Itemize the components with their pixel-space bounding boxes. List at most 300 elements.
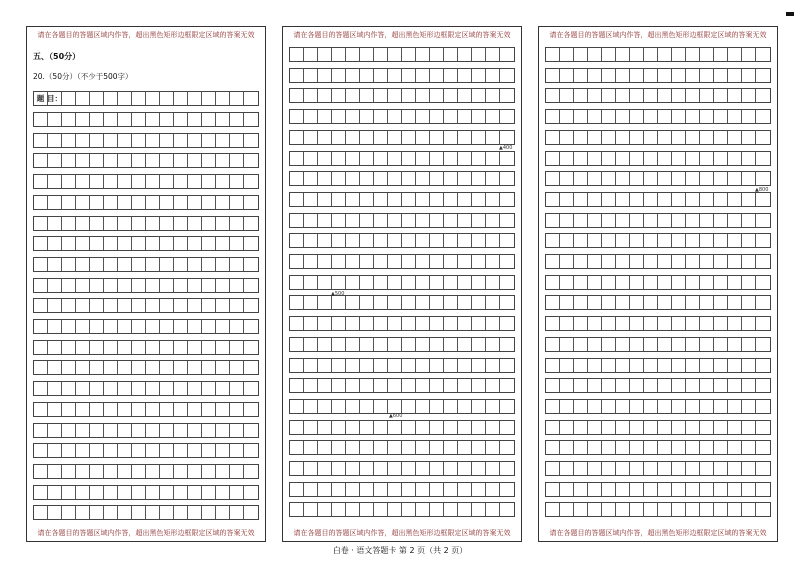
- grid-cell[interactable]: [658, 379, 672, 392]
- grid-cell[interactable]: [430, 234, 444, 247]
- grid-cell[interactable]: [48, 175, 62, 188]
- grid-cell[interactable]: [360, 276, 374, 289]
- grid-cell[interactable]: [202, 465, 216, 478]
- grid-cell[interactable]: [728, 400, 742, 413]
- grid-cell[interactable]: [560, 131, 574, 144]
- grid-cell[interactable]: [588, 317, 602, 330]
- grid-cell[interactable]: [402, 152, 416, 165]
- grid-cell[interactable]: [202, 237, 216, 250]
- grid-cell[interactable]: [230, 113, 244, 126]
- grid-cell[interactable]: [644, 379, 658, 392]
- grid-row[interactable]: [545, 192, 771, 207]
- grid-cell[interactable]: [756, 359, 770, 372]
- grid-cell[interactable]: [188, 382, 202, 395]
- grid-cell[interactable]: [388, 441, 402, 454]
- grid-cell[interactable]: [90, 299, 104, 312]
- grid-cell[interactable]: [416, 214, 430, 227]
- grid-cell[interactable]: [756, 338, 770, 351]
- grid-cell[interactable]: [416, 503, 430, 516]
- grid-cell[interactable]: [346, 276, 360, 289]
- grid-cell[interactable]: [472, 69, 486, 82]
- grid-cell[interactable]: [90, 361, 104, 374]
- grid-cell[interactable]: [174, 361, 188, 374]
- grid-cell[interactable]: [304, 276, 318, 289]
- grid-cell[interactable]: [602, 296, 616, 309]
- grid-cell[interactable]: [160, 92, 174, 105]
- grid-cell[interactable]: [160, 196, 174, 209]
- grid-cell[interactable]: [616, 421, 630, 434]
- grid-cell[interactable]: [756, 110, 770, 123]
- grid-cell[interactable]: [574, 214, 588, 227]
- grid-cell[interactable]: [416, 48, 430, 61]
- grid-cell[interactable]: [602, 255, 616, 268]
- grid-row[interactable]: [545, 337, 771, 352]
- grid-cell[interactable]: [290, 276, 304, 289]
- grid-cell[interactable]: [332, 421, 346, 434]
- grid-cell[interactable]: [458, 172, 472, 185]
- grid-cell[interactable]: [346, 131, 360, 144]
- grid-cell[interactable]: [672, 152, 686, 165]
- grid-cell[interactable]: [188, 134, 202, 147]
- grid-cell[interactable]: [658, 172, 672, 185]
- grid-cell[interactable]: [630, 276, 644, 289]
- grid-cell[interactable]: [472, 503, 486, 516]
- grid-cell[interactable]: [202, 134, 216, 147]
- grid-cell[interactable]: [216, 320, 230, 333]
- grid-cell[interactable]: [244, 113, 258, 126]
- grid-cell[interactable]: [444, 131, 458, 144]
- grid-cell[interactable]: [756, 193, 770, 206]
- grid-cell[interactable]: [588, 69, 602, 82]
- grid-cell[interactable]: [332, 359, 346, 372]
- grid-row[interactable]: [33, 360, 259, 375]
- grid-cell[interactable]: [104, 258, 118, 271]
- grid-cell[interactable]: [318, 69, 332, 82]
- grid-cell[interactable]: [318, 255, 332, 268]
- grid-cell[interactable]: [560, 69, 574, 82]
- grid-cell[interactable]: [742, 172, 756, 185]
- grid-cell[interactable]: [188, 506, 202, 519]
- grid-cell[interactable]: [700, 379, 714, 392]
- grid-cell[interactable]: [346, 89, 360, 102]
- grid-cell[interactable]: [104, 403, 118, 416]
- grid-cell[interactable]: [574, 400, 588, 413]
- grid-cell[interactable]: [332, 317, 346, 330]
- grid-cell[interactable]: [416, 421, 430, 434]
- grid-cell[interactable]: [546, 276, 560, 289]
- grid-cell[interactable]: [728, 483, 742, 496]
- grid-cell[interactable]: [304, 131, 318, 144]
- grid-cell[interactable]: [430, 276, 444, 289]
- grid-cell[interactable]: [388, 400, 402, 413]
- grid-cell[interactable]: [146, 113, 160, 126]
- grid-cell[interactable]: [304, 338, 318, 351]
- grid-cell[interactable]: [444, 379, 458, 392]
- grid-cell[interactable]: [104, 279, 118, 292]
- grid-cell[interactable]: [216, 196, 230, 209]
- grid-cell[interactable]: [346, 48, 360, 61]
- grid-cell[interactable]: [714, 110, 728, 123]
- grid-cell[interactable]: [430, 255, 444, 268]
- grid-cell[interactable]: [644, 255, 658, 268]
- grid-cell[interactable]: [658, 483, 672, 496]
- grid-cell[interactable]: [76, 279, 90, 292]
- grid-cell[interactable]: [48, 279, 62, 292]
- grid-row[interactable]: [33, 174, 259, 189]
- grid-cell[interactable]: [700, 131, 714, 144]
- grid-cell[interactable]: [402, 214, 416, 227]
- grid-cell[interactable]: [402, 172, 416, 185]
- grid-cell[interactable]: [672, 503, 686, 516]
- grid-cell[interactable]: [728, 69, 742, 82]
- grid-cell[interactable]: [76, 403, 90, 416]
- grid-cell[interactable]: [486, 276, 500, 289]
- grid-cell[interactable]: [574, 276, 588, 289]
- grid-cell[interactable]: [174, 465, 188, 478]
- grid-cell[interactable]: [90, 341, 104, 354]
- grid-cell[interactable]: [188, 92, 202, 105]
- grid-cell[interactable]: [756, 234, 770, 247]
- grid-row[interactable]: [545, 275, 771, 290]
- grid-cell[interactable]: [230, 403, 244, 416]
- grid-cell[interactable]: [756, 48, 770, 61]
- grid-cell[interactable]: [728, 421, 742, 434]
- grid-cell[interactable]: [486, 317, 500, 330]
- grid-cell[interactable]: [416, 69, 430, 82]
- grid-cell[interactable]: [728, 441, 742, 454]
- grid-cell[interactable]: [444, 172, 458, 185]
- grid-row[interactable]: [33, 381, 259, 396]
- grid-cell[interactable]: [174, 92, 188, 105]
- grid-row[interactable]: [545, 233, 771, 248]
- grid-cell[interactable]: [658, 48, 672, 61]
- grid-cell[interactable]: [160, 113, 174, 126]
- grid-cell[interactable]: [546, 317, 560, 330]
- grid-cell[interactable]: [430, 69, 444, 82]
- grid-cell[interactable]: [402, 483, 416, 496]
- grid-cell[interactable]: [202, 444, 216, 457]
- grid-cell[interactable]: [458, 255, 472, 268]
- grid-cell[interactable]: [458, 338, 472, 351]
- grid-cell[interactable]: [574, 462, 588, 475]
- grid-cell[interactable]: [388, 421, 402, 434]
- grid-cell[interactable]: [546, 48, 560, 61]
- grid-cell[interactable]: [616, 483, 630, 496]
- grid-cell[interactable]: [104, 237, 118, 250]
- grid-cell[interactable]: [360, 152, 374, 165]
- grid-cell[interactable]: [574, 69, 588, 82]
- grid-cell[interactable]: [430, 359, 444, 372]
- grid-cell[interactable]: [728, 234, 742, 247]
- grid-cell[interactable]: [574, 193, 588, 206]
- grid-cell[interactable]: [672, 379, 686, 392]
- grid-cell[interactable]: [588, 152, 602, 165]
- grid-cell[interactable]: [728, 48, 742, 61]
- grid-cell[interactable]: [290, 48, 304, 61]
- grid-cell[interactable]: [146, 299, 160, 312]
- grid-cell[interactable]: [728, 338, 742, 351]
- grid-cell[interactable]: [686, 48, 700, 61]
- grid-cell[interactable]: [360, 317, 374, 330]
- grid-cell[interactable]: [388, 317, 402, 330]
- grid-cell[interactable]: [616, 172, 630, 185]
- grid-cell[interactable]: [388, 131, 402, 144]
- grid-cell[interactable]: [742, 421, 756, 434]
- grid-cell[interactable]: [76, 341, 90, 354]
- grid-cell[interactable]: [374, 172, 388, 185]
- grid-cell[interactable]: [644, 152, 658, 165]
- grid-cell[interactable]: [104, 506, 118, 519]
- grid-cell[interactable]: [630, 89, 644, 102]
- grid-row[interactable]: [545, 171, 771, 186]
- grid-cell[interactable]: [602, 338, 616, 351]
- grid-cell[interactable]: [486, 441, 500, 454]
- grid-cell[interactable]: [202, 341, 216, 354]
- grid-cell[interactable]: [160, 424, 174, 437]
- grid-cell[interactable]: [34, 320, 48, 333]
- grid-cell[interactable]: [472, 400, 486, 413]
- grid-cell[interactable]: [132, 424, 146, 437]
- grid-row[interactable]: [33, 443, 259, 458]
- grid-cell[interactable]: [602, 276, 616, 289]
- grid-row[interactable]: [33, 340, 259, 355]
- grid-cell[interactable]: [588, 379, 602, 392]
- grid-cell[interactable]: [644, 193, 658, 206]
- grid-cell[interactable]: [146, 403, 160, 416]
- grid-cell[interactable]: [430, 379, 444, 392]
- grid-cell[interactable]: [602, 131, 616, 144]
- grid-cell[interactable]: [346, 172, 360, 185]
- grid-cell[interactable]: [48, 258, 62, 271]
- grid-cell[interactable]: [658, 89, 672, 102]
- grid-cell[interactable]: [444, 255, 458, 268]
- grid-row[interactable]: [289, 88, 515, 103]
- grid-cell[interactable]: [546, 193, 560, 206]
- grid-cell[interactable]: [188, 299, 202, 312]
- grid-cell[interactable]: [48, 465, 62, 478]
- grid-cell[interactable]: [34, 299, 48, 312]
- grid-cell[interactable]: [574, 152, 588, 165]
- grid-cell[interactable]: [416, 193, 430, 206]
- grid-cell[interactable]: [444, 110, 458, 123]
- grid-cell[interactable]: [560, 214, 574, 227]
- grid-cell[interactable]: [146, 341, 160, 354]
- grid-cell[interactable]: [188, 361, 202, 374]
- grid-cell[interactable]: [346, 317, 360, 330]
- grid-cell[interactable]: [90, 217, 104, 230]
- grid-cell[interactable]: [742, 503, 756, 516]
- grid-cell[interactable]: [62, 237, 76, 250]
- grid-cell[interactable]: [360, 255, 374, 268]
- grid-cell[interactable]: [230, 465, 244, 478]
- grid-cell[interactable]: [742, 193, 756, 206]
- grid-cell[interactable]: [304, 317, 318, 330]
- grid-cell[interactable]: [602, 110, 616, 123]
- grid-cell[interactable]: [76, 237, 90, 250]
- grid-cell[interactable]: [346, 296, 360, 309]
- grid-cell[interactable]: [216, 444, 230, 457]
- grid-cell[interactable]: [672, 193, 686, 206]
- grid-cell[interactable]: [430, 338, 444, 351]
- grid-cell[interactable]: [388, 276, 402, 289]
- grid-cell[interactable]: [500, 483, 514, 496]
- grid-cell[interactable]: [48, 299, 62, 312]
- grid-cell[interactable]: [486, 214, 500, 227]
- grid-cell[interactable]: [62, 299, 76, 312]
- grid-cell[interactable]: [360, 234, 374, 247]
- grid-cell[interactable]: [644, 69, 658, 82]
- grid-cell[interactable]: [658, 214, 672, 227]
- grid-cell[interactable]: [34, 258, 48, 271]
- grid-cell[interactable]: [62, 444, 76, 457]
- grid-cell[interactable]: [388, 379, 402, 392]
- grid-cell[interactable]: [202, 217, 216, 230]
- grid-cell[interactable]: [602, 503, 616, 516]
- grid-cell[interactable]: [560, 89, 574, 102]
- grid-cell[interactable]: [174, 217, 188, 230]
- grid-cell[interactable]: [346, 69, 360, 82]
- grid-cell[interactable]: [388, 214, 402, 227]
- grid-cell[interactable]: [90, 506, 104, 519]
- grid-cell[interactable]: [318, 214, 332, 227]
- grid-cell[interactable]: [34, 134, 48, 147]
- grid-cell[interactable]: [416, 483, 430, 496]
- grid-cell[interactable]: [332, 172, 346, 185]
- grid-cell[interactable]: [630, 483, 644, 496]
- grid-cell[interactable]: [742, 317, 756, 330]
- grid-cell[interactable]: [244, 320, 258, 333]
- grid-cell[interactable]: [104, 382, 118, 395]
- grid-cell[interactable]: [700, 483, 714, 496]
- grid-cell[interactable]: [700, 359, 714, 372]
- grid-cell[interactable]: [588, 462, 602, 475]
- grid-cell[interactable]: [90, 258, 104, 271]
- grid-cell[interactable]: [374, 214, 388, 227]
- grid-cell[interactable]: [686, 89, 700, 102]
- grid-cell[interactable]: [672, 214, 686, 227]
- grid-cell[interactable]: [118, 424, 132, 437]
- grid-cell[interactable]: [546, 214, 560, 227]
- grid-cell[interactable]: [360, 483, 374, 496]
- grid-cell[interactable]: [188, 465, 202, 478]
- grid-cell[interactable]: [588, 503, 602, 516]
- grid-cell[interactable]: [90, 382, 104, 395]
- grid-row[interactable]: [289, 171, 515, 186]
- grid-cell[interactable]: [644, 317, 658, 330]
- grid-row[interactable]: [33, 505, 259, 520]
- grid-cell[interactable]: [714, 359, 728, 372]
- grid-cell[interactable]: [546, 421, 560, 434]
- grid-cell[interactable]: [644, 214, 658, 227]
- grid-cell[interactable]: [146, 424, 160, 437]
- grid-cell[interactable]: [742, 69, 756, 82]
- grid-cell[interactable]: [672, 276, 686, 289]
- grid-cell[interactable]: [500, 152, 514, 165]
- grid-cell[interactable]: [588, 296, 602, 309]
- grid-cell[interactable]: [118, 403, 132, 416]
- grid-cell[interactable]: [118, 154, 132, 167]
- grid-cell[interactable]: [118, 299, 132, 312]
- grid-cell[interactable]: [588, 400, 602, 413]
- grid-cell[interactable]: [118, 361, 132, 374]
- grid-cell[interactable]: [616, 441, 630, 454]
- grid-cell[interactable]: [714, 338, 728, 351]
- grid-cell[interactable]: [388, 193, 402, 206]
- grid-cell[interactable]: [546, 110, 560, 123]
- grid-cell[interactable]: [304, 89, 318, 102]
- grid-cell[interactable]: [616, 359, 630, 372]
- grid-cell[interactable]: [374, 69, 388, 82]
- grid-cell[interactable]: [374, 379, 388, 392]
- grid-cell[interactable]: [346, 359, 360, 372]
- grid-cell[interactable]: [216, 113, 230, 126]
- grid-cell[interactable]: [304, 234, 318, 247]
- grid-cell[interactable]: [486, 379, 500, 392]
- grid-cell[interactable]: [486, 69, 500, 82]
- grid-cell[interactable]: [574, 317, 588, 330]
- grid-cell[interactable]: [332, 110, 346, 123]
- grid-cell[interactable]: [230, 424, 244, 437]
- grid-cell[interactable]: [216, 175, 230, 188]
- grid-cell[interactable]: [500, 276, 514, 289]
- grid-cell[interactable]: [48, 320, 62, 333]
- grid-cell[interactable]: [742, 441, 756, 454]
- grid-cell[interactable]: [318, 338, 332, 351]
- grid-cell[interactable]: [658, 359, 672, 372]
- grid-cell[interactable]: [444, 296, 458, 309]
- grid-cell[interactable]: [444, 421, 458, 434]
- grid-cell[interactable]: [374, 255, 388, 268]
- grid-cell[interactable]: [146, 196, 160, 209]
- grid-cell[interactable]: [34, 237, 48, 250]
- grid-cell[interactable]: [160, 361, 174, 374]
- grid-cell[interactable]: [132, 341, 146, 354]
- grid-cell[interactable]: [332, 234, 346, 247]
- grid-cell[interactable]: [714, 234, 728, 247]
- grid-cell[interactable]: [132, 217, 146, 230]
- grid-cell[interactable]: [202, 486, 216, 499]
- grid-cell[interactable]: [216, 92, 230, 105]
- grid-cell[interactable]: [444, 48, 458, 61]
- grid-cell[interactable]: [304, 255, 318, 268]
- grid-cell[interactable]: [146, 154, 160, 167]
- grid-cell[interactable]: [34, 361, 48, 374]
- grid-cell[interactable]: [700, 276, 714, 289]
- grid-cell[interactable]: [160, 258, 174, 271]
- grid-cell[interactable]: [118, 258, 132, 271]
- grid-row[interactable]: [289, 68, 515, 83]
- grid-cell[interactable]: [486, 483, 500, 496]
- grid-cell[interactable]: [188, 341, 202, 354]
- grid-row[interactable]: [289, 378, 515, 393]
- grid-cell[interactable]: [714, 441, 728, 454]
- grid-cell[interactable]: [686, 317, 700, 330]
- grid-cell[interactable]: [48, 237, 62, 250]
- grid-cell[interactable]: [402, 338, 416, 351]
- grid-cell[interactable]: [458, 214, 472, 227]
- grid-cell[interactable]: [602, 48, 616, 61]
- grid-cell[interactable]: [672, 317, 686, 330]
- grid-cell[interactable]: [146, 258, 160, 271]
- grid-cell[interactable]: [700, 234, 714, 247]
- grid-cell[interactable]: [346, 110, 360, 123]
- grid-cell[interactable]: [728, 296, 742, 309]
- grid-cell[interactable]: [62, 486, 76, 499]
- grid-cell[interactable]: [374, 338, 388, 351]
- grid-cell[interactable]: [146, 279, 160, 292]
- grid-cell[interactable]: [174, 341, 188, 354]
- grid-cell[interactable]: [416, 110, 430, 123]
